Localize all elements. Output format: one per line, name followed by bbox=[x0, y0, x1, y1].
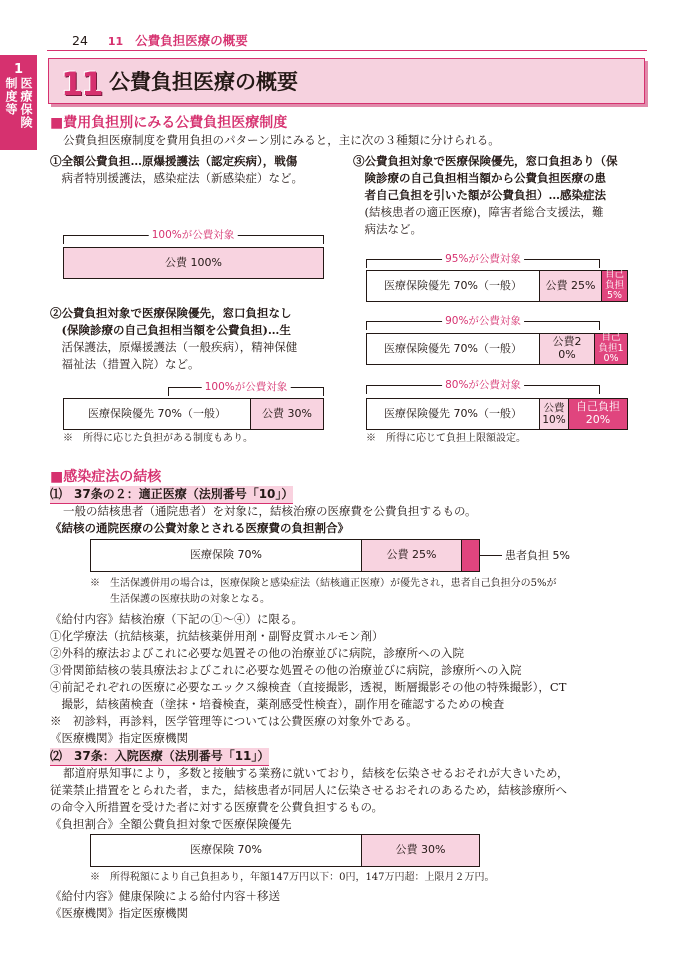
i2-line1: ②公費負担対象で医療保険優先，窓口負担なし bbox=[50, 306, 292, 320]
section-title-box bbox=[48, 58, 645, 104]
p1-ratio-title: 《結核の通院医療の公費対象とされる医療費の負担割合》 bbox=[50, 521, 349, 535]
i3-line4: (結核患者の適正医療)，障害者総合支援法，難 bbox=[353, 205, 604, 219]
side-tab-col2: 制度等 bbox=[4, 77, 18, 116]
i3-bar3-self: 自己負担20% bbox=[569, 399, 627, 429]
p2-benefit: 《給付内容》健康保険による給付内容＋移送 bbox=[50, 889, 280, 903]
i1-seg-public: 公費 100% bbox=[64, 248, 323, 278]
i3-bar3-insurance: 医療保険優先 70%（一般） bbox=[367, 399, 540, 429]
i3-bar1-self: 自己負担5% bbox=[602, 271, 627, 301]
p2-bar bbox=[90, 834, 480, 867]
p1-label: ⑴ 37条の２：適正医療（法別番号「10」） bbox=[50, 486, 293, 504]
p1-list-3: ③骨関節結核の装具療法およびこれに必要な処置その他の治療並びに病院，診療所への入院 bbox=[50, 663, 522, 677]
p1-list-4: ④前記それぞれの医療に必要なエックス線検査（直接撮影，透視，断層撮影その他の特殊撮影），CT bbox=[50, 680, 567, 694]
section-title: 公費負担医療の概要 bbox=[109, 70, 298, 94]
i3-note: ※ 所得に応じて負担上限額設定。 bbox=[366, 433, 526, 444]
p1-benefit: 《給付内容》結核治療（下記の①～④）に限る。 bbox=[50, 612, 303, 626]
i2-line2: (保険診療の自己負担相当額を公費負担)…生 bbox=[50, 323, 291, 337]
i2-seg-insurance: 医療保険優先 70%（一般） bbox=[64, 399, 251, 429]
side-tab-number: 1 bbox=[13, 62, 24, 77]
i1-bar bbox=[63, 247, 324, 279]
p2-bar-public: 公費 30% bbox=[362, 835, 479, 866]
s1-heading: ■費用負担別にみる公費負担医療制度 bbox=[50, 115, 288, 131]
p2-label: ⑵ 37条：入院医療（法別番号「11」） bbox=[50, 748, 269, 766]
page-number: 24 bbox=[72, 33, 88, 48]
i3-bar3 bbox=[366, 398, 628, 430]
i2-note: ※ 所得に応じた負担がある制度もあり。 bbox=[63, 433, 253, 444]
i3-bar1-public: 公費 25% bbox=[540, 271, 602, 301]
i3-bar2-self: 自己負担10% bbox=[595, 334, 627, 364]
i3-bar1-bracket-label: 95%が公費対象 bbox=[442, 252, 524, 267]
p2-bar-insurance: 医療保険 70% bbox=[91, 835, 362, 866]
i3-line3: 者自己負担を引いた額が公費負担）…感染症法 bbox=[353, 188, 606, 202]
p2-text-2: 従業禁止措置をとられた者，また，結核患者が同居人に伝染させるおそれのあるため，結核診療所へ bbox=[50, 783, 568, 797]
p1-pointer-line bbox=[480, 555, 502, 556]
i3-bar3-public: 公費10% bbox=[540, 399, 569, 429]
i2-bracket-label: 100%が公費対象 bbox=[202, 380, 291, 395]
i1-bracket-label: 100%が公費対象 bbox=[149, 228, 238, 243]
p1-list-2: ②外科的療法およびこれに必要な処置その他の治療並びに病院，診療所への入院 bbox=[50, 646, 464, 660]
p1-note1: ※ 生活保護併用の場合は，医療保険と感染症法（結核適正医療）が優先され，患者自己負担分の5%が bbox=[90, 578, 557, 589]
p1-bar-public: 公費 25% bbox=[362, 540, 462, 571]
i2-seg-public: 公費 30% bbox=[251, 399, 323, 429]
i3-line1: ③公費負担対象で医療保険優先，窓口負担あり（保 bbox=[353, 154, 618, 168]
header-rule bbox=[47, 50, 647, 51]
i3-line5: 病法など。 bbox=[353, 222, 422, 236]
p1-text: 一般の結核患者（通院患者）を対象に，結核治療の医療費を公費負担するもの。 bbox=[63, 504, 477, 518]
p2-ratio: 《負担割合》全額公費負担対象で医療保険優先 bbox=[50, 817, 292, 831]
s2-heading: ■感染症法の結核 bbox=[50, 469, 162, 485]
i3-bar2 bbox=[366, 333, 628, 365]
i3-bar1 bbox=[366, 270, 628, 302]
p1-institution: 《医療機関》指定医療機関 bbox=[50, 731, 188, 745]
i2-line3: 活保護法，原爆援護法（一般疾病），精神保健 bbox=[50, 340, 298, 354]
running-chapter-title: 公費負担医療の概要 bbox=[135, 33, 248, 48]
p2-text-3: の命令入所措置を受けた者に対する医療費を公費負担するもの。 bbox=[50, 800, 384, 814]
s1-intro: 公費負担医療制度を費用負担のパターン別にみると，主に次の３種類に分けられる。 bbox=[63, 133, 500, 147]
p1-list-6: ※ 初診料，再診料，医学管理等については公費医療の対象外である。 bbox=[50, 714, 418, 728]
i3-bar3-bracket-label: 80%が公費対象 bbox=[442, 378, 524, 393]
i1-line1: ①全額公費負担…原爆援護法（認定疾病），戦傷 bbox=[50, 154, 298, 168]
p2-text-1: 都道府県知事により，多数と接触する業務に就いており，結核を伝染させるおそれが大きいため， bbox=[63, 766, 569, 780]
p1-note2: 生活保護の医療扶助の対象となる。 bbox=[90, 594, 270, 605]
i1-line2: 病者特別援護法，感染症法（新感染症）など。 bbox=[50, 171, 303, 185]
p1-bar-self bbox=[462, 540, 479, 571]
i3-bar2-insurance: 医療保険優先 70%（一般） bbox=[367, 334, 540, 364]
section-number: 11 bbox=[61, 65, 102, 103]
running-header bbox=[72, 32, 248, 50]
i2-line4: 福祉法（措置入院）など。 bbox=[50, 357, 200, 371]
p1-pointer-label: 患者負担 5% bbox=[505, 549, 570, 562]
p2-note: ※ 所得税額により自己負担あり，年額147万円以下：0円，147万円超：上限月２万円。 bbox=[90, 872, 495, 883]
i3-bar1-insurance: 医療保険優先 70%（一般） bbox=[367, 271, 540, 301]
i3-bar2-bracket-label: 90%が公費対象 bbox=[442, 314, 524, 329]
side-tab bbox=[0, 55, 37, 150]
running-chapter-number: 11 bbox=[107, 35, 124, 48]
p1-list-5: 撮影，結核菌検査（塗抹・培養検査，薬剤感受性検査），副作用を確認するための検査 bbox=[50, 697, 505, 711]
i3-bar2-public: 公費20% bbox=[540, 334, 595, 364]
p1-bar-insurance: 医療保険 70% bbox=[91, 540, 362, 571]
i3-line2: 険診療の自己負担相当額から公費負担医療の患 bbox=[353, 171, 606, 185]
i2-bar bbox=[63, 398, 324, 430]
side-tab-col1: 医療保険 bbox=[19, 77, 33, 129]
p1-list-1: ①化学療法（抗結核薬，抗結核薬併用剤・副腎皮質ホルモン剤） bbox=[50, 629, 384, 643]
p2-institution: 《医療機関》指定医療機関 bbox=[50, 906, 188, 920]
p1-bar bbox=[90, 539, 480, 572]
